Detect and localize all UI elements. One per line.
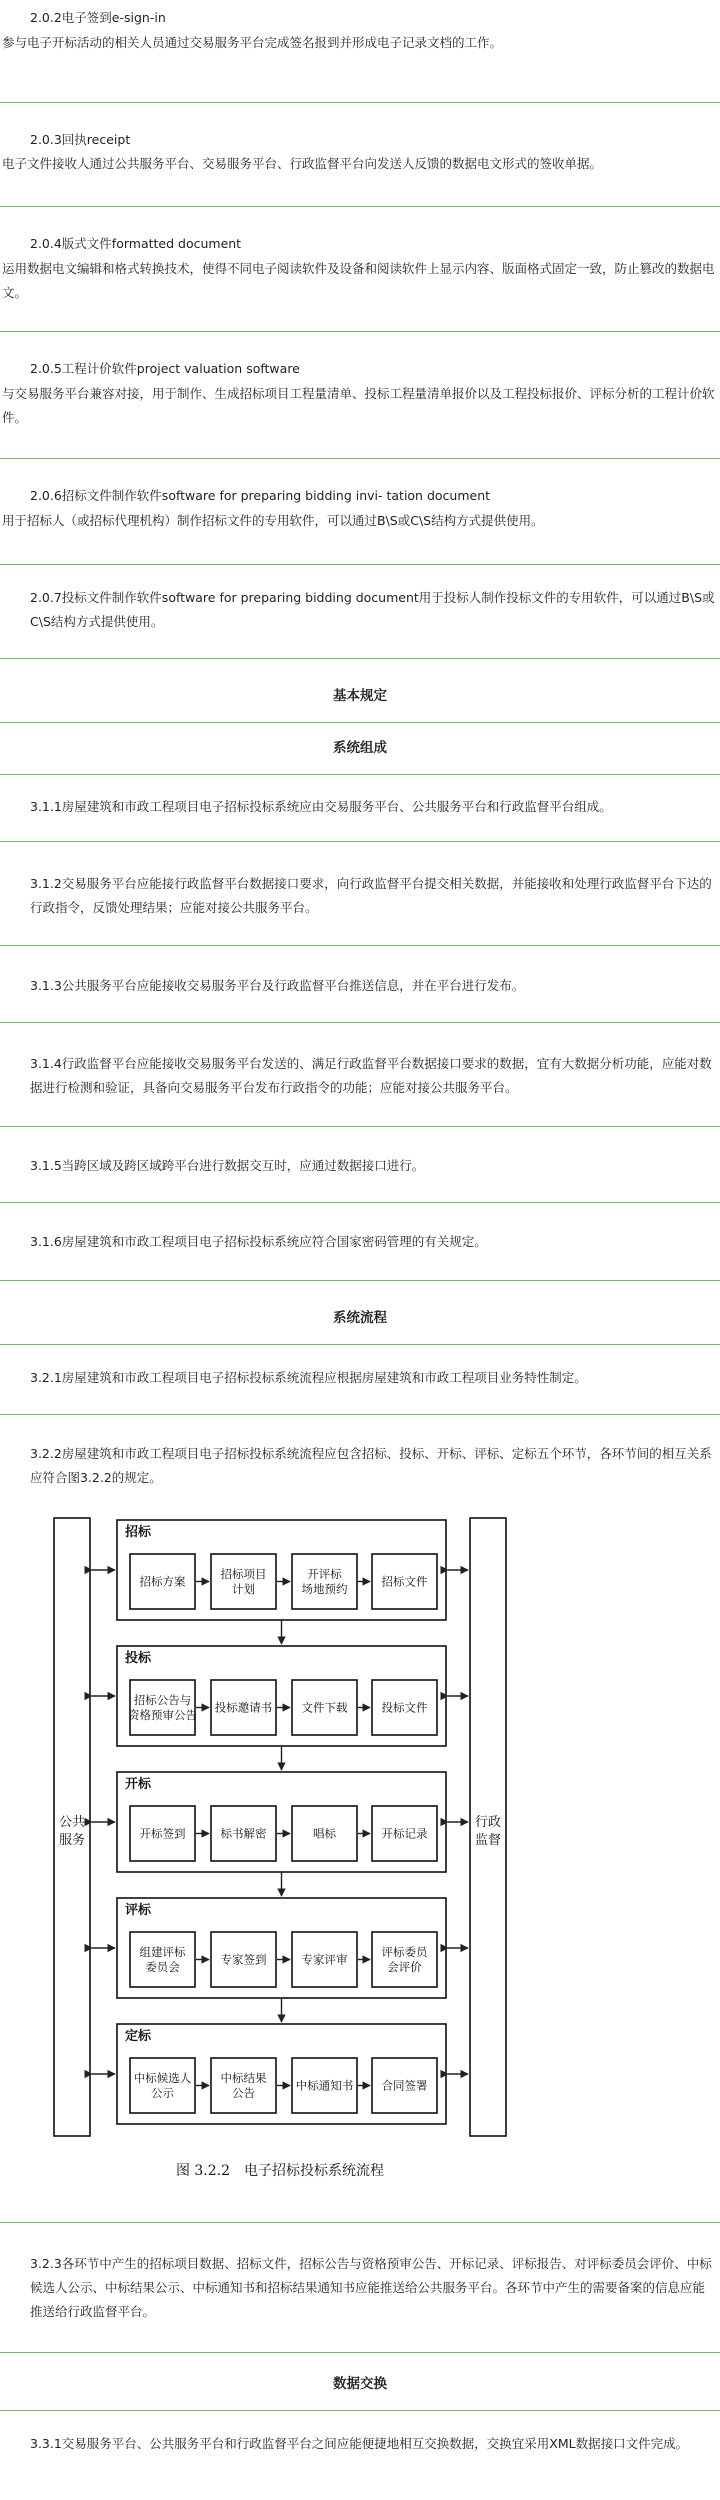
step-label: 会评价 [387, 1960, 422, 1974]
step-label: 招标文件 [381, 1574, 428, 1589]
step-label: 开标记录 [381, 1826, 428, 1841]
divider [0, 945, 720, 946]
divider [0, 658, 720, 659]
stage-4 [92, 1898, 468, 2022]
flow-diagram [0, 1510, 720, 2200]
stage-title: 投标 [125, 1651, 152, 1666]
stage-2 [92, 1646, 468, 1770]
clause-3-1-6: 3.1.6房屋建筑和市政工程项目电子招标投标系统应符合国家密码管理的有关规定。 [30, 1234, 487, 1249]
step-label: 公示 [151, 2086, 174, 2100]
divider [0, 774, 720, 775]
clause-3-2-1: 3.2.1房屋建筑和市政工程项目电子招标投标系统流程应根据房屋建筑和市政工程项目业务特性制定。 [30, 1370, 587, 1385]
admin-supervision-label-2: 监督 [474, 1833, 502, 1848]
stage-title: 招标 [125, 1525, 152, 1540]
stage-title: 开标 [125, 1777, 152, 1792]
divider [0, 2410, 720, 2411]
term-heading: 2.0.5工程计价软件project valuation software [30, 361, 300, 376]
stage-5 [92, 2024, 468, 2124]
term-heading: 2.0.4版式文件formatted document [30, 236, 242, 251]
step-label: 专家评审 [301, 1952, 348, 1967]
step-label: 标书解密 [220, 1826, 267, 1841]
term-definition: 电子文件接收人通过公共服务平台、交易服务平台、行政监督平台向发送人反馈的数据电文形式的签收单据。 [2, 156, 603, 171]
step-label: 场地预约 [301, 1582, 348, 1596]
section-title: 系统流程 [333, 1310, 387, 1326]
divider [0, 841, 720, 842]
step-label: 中标候选人 [133, 2071, 192, 2085]
step-label: 文件下载 [301, 1700, 348, 1715]
chapter-title: 基本规定 [333, 688, 387, 704]
step-label: 招标项目 [220, 1567, 267, 1581]
step-label: 投标文件 [381, 1700, 428, 1715]
clause-3-1-5: 3.1.5当跨区域及跨区域跨平台进行数据交互时，应通过数据接口进行。 [30, 1158, 425, 1173]
section-title: 系统组成 [333, 740, 387, 756]
stage-title: 定标 [125, 2029, 152, 2044]
term-heading: 2.0.6招标文件制作软件software for preparing bidding invi- tation document [30, 488, 491, 503]
term-heading: 2.0.3回执receipt [30, 132, 131, 147]
public-service-label-2: 服务 [58, 1833, 86, 1848]
step-label: 计划 [232, 1582, 255, 1596]
step-label: 评标委员 [381, 1945, 428, 1959]
step-label: 唱标 [313, 1826, 336, 1841]
step-label: 招标公告与 [133, 1693, 192, 1707]
stage-group [92, 1520, 468, 2124]
step-label: 委员会 [145, 1960, 180, 1974]
step-label: 开评标 [307, 1567, 342, 1581]
divider [0, 1280, 720, 1281]
figure-caption: 图 3.2.2 电子招标投标系统流程 [175, 2163, 385, 2179]
step-label: 公告 [232, 2086, 255, 2100]
divider [0, 331, 720, 332]
clause-3-1-1: 3.1.1房屋建筑和市政工程项目电子招标投标系统应由交易服务平台、公共服务平台和行政监督平台组成。 [30, 799, 612, 814]
term-definition: 用于招标人（或招标代理机构）制作招标文件的专用软件，可以通过B\S或C\S结构方式提供使用。 [2, 513, 544, 528]
step-label: 合同签署 [381, 2078, 428, 2093]
section-title: 数据交换 [333, 2376, 387, 2392]
divider [0, 564, 720, 565]
term-definition: 参与电子开标活动的相关人员通过交易服务平台完成签名报到并形成电子记录文档的工作。 [2, 35, 503, 50]
clause-3-1-4: 3.1.4行政监督平台应能接收交易服务平台发送的、满足行政监督平台数据接口要求的数据，宜有大数据分析功能，应能对数据进行检测和验证，具备向交易服务平台发布行政指令的功能；应能对接公共服务平台。 [30, 1056, 712, 1095]
divider [0, 102, 720, 103]
step-label: 资格预审公告 [128, 1708, 197, 1722]
divider [0, 1344, 720, 1345]
public-service-label-1: 公共 [58, 1815, 86, 1830]
divider [0, 458, 720, 459]
divider [0, 722, 720, 723]
step-label: 专家签到 [220, 1952, 267, 1967]
divider [0, 1202, 720, 1203]
step-label: 投标邀请书 [214, 1700, 273, 1715]
clause-3-2-2: 3.2.2房屋建筑和市政工程项目电子招标投标系统流程应包含招标、投标、开标、评标、定标五个环节，各环节间的相互关系应符合图3.2.2的规定。 [30, 1446, 712, 1485]
term-heading: 2.0.7投标文件制作软件software for preparing bidding document用于投标人制作投标文件的专用软件，可以通过B\S或C\S结构方式提供使用。 [30, 590, 715, 629]
stage-title: 评标 [125, 1903, 152, 1918]
divider [0, 1022, 720, 1023]
term-heading: 2.0.2电子签到e-sign-in [30, 10, 166, 25]
clause-3-2-3: 3.2.3各环节中产生的招标项目数据、招标文件，招标公告与资格预审公告、开标记录、评标报告、对评标委员会评价、中标候选人公示、中标结果公示、中标通知书和招标结果通知书应能推送给公共服务平台。各环节中产生的需要备案的信息应能推送给行政监督平台。 [30, 2256, 712, 2319]
term-definition: 运用数据电文编辑和格式转换技术，使得不同电子阅读软件及设备和阅读软件上显示内容、版面格式固定一致，防止篡改的数据电文。 [2, 261, 715, 300]
step-label: 招标方案 [139, 1574, 186, 1589]
divider [0, 2222, 720, 2223]
divider [0, 1126, 720, 1127]
clause-3-3-1: 3.3.1交易服务平台、公共服务平台和行政监督平台之间应能便捷地相互交换数据，交换宜采用XML数据接口文件完成。 [30, 2436, 689, 2451]
step-label: 中标通知书 [295, 2078, 354, 2093]
step-label: 开标签到 [139, 1826, 186, 1841]
admin-supervision-label-1: 行政 [474, 1815, 502, 1830]
divider [0, 1414, 720, 1415]
divider [0, 2352, 720, 2353]
divider [0, 206, 720, 207]
term-definition: 与交易服务平台兼容对接，用于制作、生成招标项目工程量清单、投标工程量清单报价以及工程投标报价、评标分析的工程计价软件。 [2, 386, 715, 425]
step-label: 中标结果 [220, 2071, 267, 2085]
clause-3-1-3: 3.1.3公共服务平台应能接收交易服务平台及行政监督平台推送信息，并在平台进行发布。 [30, 978, 525, 993]
stage-1 [92, 1520, 468, 1644]
stage-3 [92, 1772, 468, 1896]
step-label: 组建评标 [139, 1945, 186, 1959]
clause-3-1-2: 3.1.2交易服务平台应能接行政监督平台数据接口要求，向行政监督平台提交相关数据，并能接收和处理行政监督平台下达的行政指令，反馈处理结果；应能对接公共服务平台。 [30, 876, 712, 915]
